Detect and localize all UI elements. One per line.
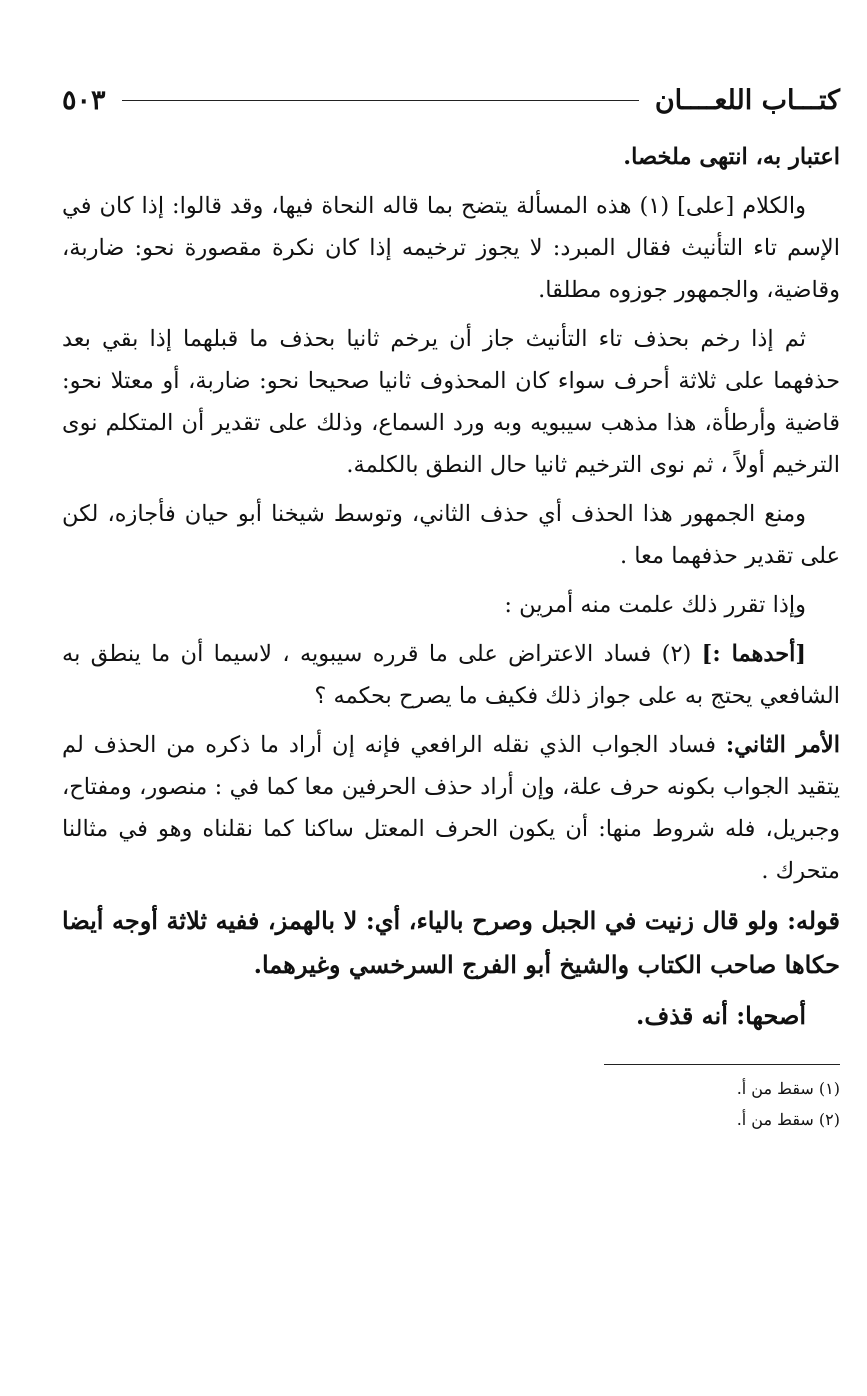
book-page	[62, 78, 840, 1135]
paragraph-two-matters	[62, 584, 840, 626]
running-header	[62, 78, 840, 122]
paragraph-text: اعتبار به، انتهى ملخصا.	[623, 144, 840, 170]
footnotes	[62, 1073, 840, 1135]
paragraph-text: ومنع الجمهور هذا الحذف أي حذف الثاني، وتوسط شيخنا أبو حيان فأجازه، لكن على تقدير حذفهما معا .	[62, 501, 840, 569]
body-text	[62, 136, 840, 1038]
paragraph-nahw-discussion	[62, 185, 840, 311]
paragraph-text: وإذا تقرر ذلك علمت منه أمرين :	[504, 592, 806, 618]
paragraph-text: فساد الجواب الذي نقله الرافعي فإنه إن أراد ما ذكره من الحذف لم يتقيد الجواب بكونه حرف علة، وإن أراد حذف الحرفين معا كما في : منصور، ومفتاح، وجبريل، فله شروط منها: أن يكون الحرف المعتل ساكنا كما نقلناه وهو في مثالنا متحرك .	[62, 732, 840, 884]
page-number: ٥٠٣	[62, 84, 106, 116]
paragraph-second-matter	[62, 724, 840, 892]
paragraph-text: (٢) فساد الاعتراض على ما قرره سيبويه ، لاسيما أن ما ينطق به الشافعي يحتج به على جواز ذلك فكيف ما يصرح بحكمه ؟	[62, 641, 840, 709]
paragraph-most-correct	[62, 994, 840, 1038]
paragraph-continuation	[62, 136, 840, 178]
paragraph-text: ثم إذا رخم بحذف تاء التأنيث جاز أن يرخم ثانيا بحذف ما قبلهما إذا بقي بعد حذفهما على ثلاثة أحرف سواء كان المحذوف ثانيا صحيحا نحو: ضاربة، أو معتلا نحو: قاضية وأرطأة، هذا مذهب سيبويه وبه ورد السماع، وذلك على تقدير أن المتكلم نوى الترخيم أولاً ، ثم نوى الترخيم ثانيا حال النطق بالكلمة.	[62, 326, 840, 478]
paragraph-text: والكلام [على] (١) هذه المسألة يتضح بما قاله النحاة فيها، وقد قالوا: إذا كان في الإسم تاء التأنيث فقال المبرد: لا يجوز ترخيمه إذا كان نكرة مقصورة نحو: ضاربة، وقاضية، والجمهور جوزوه مطلقا.	[62, 193, 840, 303]
paragraph-second-tarkhim	[62, 318, 840, 486]
paragraph-first-matter	[62, 633, 840, 717]
footnote-2: (٢) سقط من أ.	[736, 1110, 840, 1129]
paragraph-text: أصحها: أنه قذف.	[635, 1001, 806, 1030]
paragraph-text: قوله: ولو قال زنيت في الجبل وصرح بالياء، أي: لا بالهمز، ففيه ثلاثة أوجه أيضا حكاها صاحب الكتاب والشيخ أبو الفرج السرخسي وغيرهما.	[62, 906, 840, 979]
paragraph-quote	[62, 899, 840, 987]
header-rule	[122, 100, 639, 101]
footnote-rule	[604, 1064, 840, 1065]
footnote-1: (١) سقط من أ.	[736, 1079, 840, 1098]
paragraph-lead: [أحدهما :]	[701, 641, 806, 667]
header-title: كتـــاب اللعــــان	[654, 84, 840, 116]
paragraph-jumhur	[62, 493, 840, 577]
paragraph-lead: الأمر الثاني:	[725, 732, 840, 758]
